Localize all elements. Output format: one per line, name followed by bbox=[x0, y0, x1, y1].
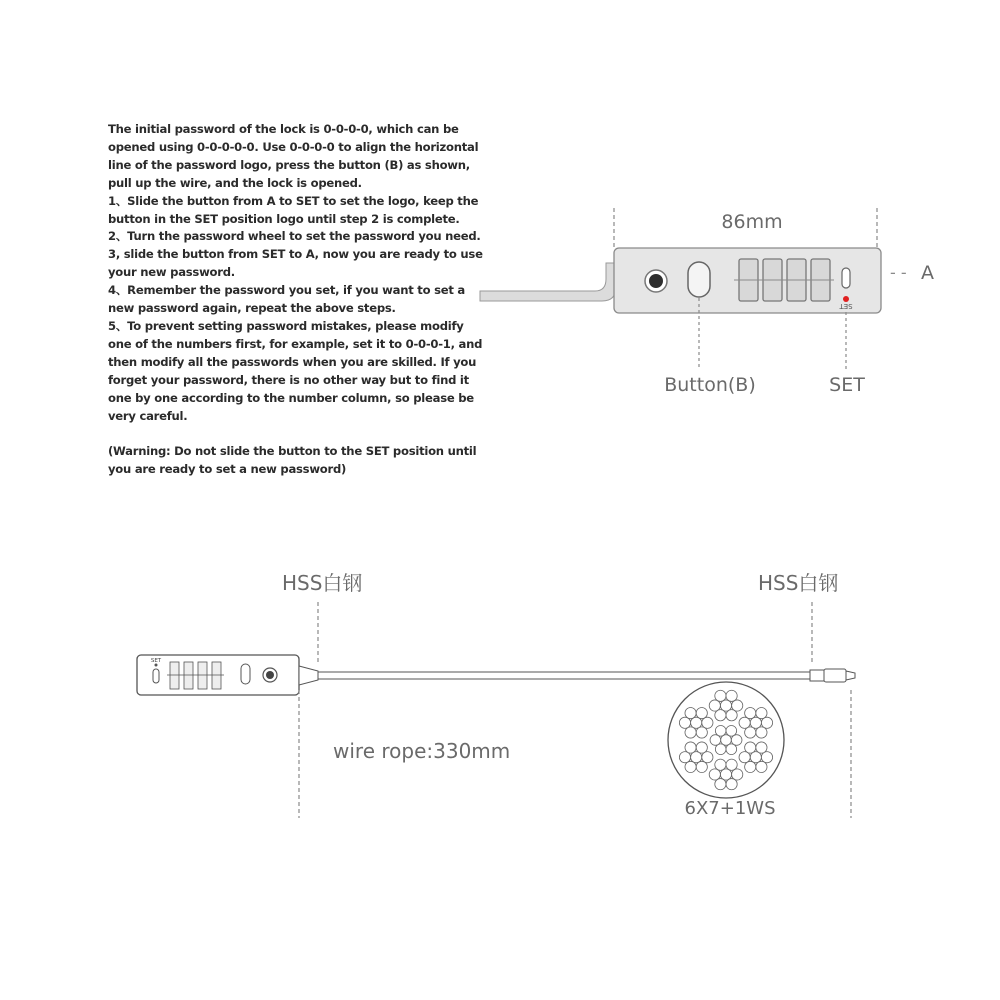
wire-strand-circle bbox=[679, 752, 690, 763]
wire-strand-circle bbox=[715, 759, 726, 770]
wire-strand-circle bbox=[732, 769, 743, 780]
width-label: 86mm bbox=[721, 211, 783, 233]
wire-strand-circle bbox=[756, 707, 767, 718]
wire-strand-circle bbox=[720, 700, 731, 711]
wire-length-label: wire rope:330mm bbox=[333, 739, 511, 763]
wire-strand-circle bbox=[756, 761, 767, 772]
instruction-line: you are ready to set a new password) bbox=[108, 462, 347, 477]
wire-strand-circle bbox=[739, 717, 750, 728]
small-button bbox=[241, 664, 250, 684]
wire-strand-circle bbox=[696, 707, 707, 718]
instruction-line: new password again, repeat the above steps. bbox=[108, 301, 396, 316]
top-cable bbox=[480, 263, 616, 301]
instruction-line: line of the password logo, press the button (B) as shown, bbox=[108, 157, 470, 172]
wire-strand-circle bbox=[726, 725, 737, 736]
instruction-line: button in the SET position logo until step 2 is complete. bbox=[108, 211, 460, 226]
label-set: SET bbox=[829, 374, 865, 396]
label-a: A bbox=[921, 262, 934, 284]
small-slider bbox=[153, 669, 159, 683]
wire-strand-circle bbox=[702, 717, 713, 728]
wire-strand-circle bbox=[685, 707, 696, 718]
wire-strand-circle bbox=[679, 717, 690, 728]
cross-section-label: 6X7+1WS bbox=[684, 798, 776, 819]
wire-strand-circle bbox=[685, 761, 696, 772]
wire-strand-circle bbox=[745, 742, 756, 753]
wire-strand-circle bbox=[726, 744, 737, 755]
left-ferrule bbox=[299, 666, 318, 685]
wire-strand-circle bbox=[726, 759, 737, 770]
wire-strand-circle bbox=[750, 752, 761, 763]
wire-strand-circle bbox=[726, 779, 737, 790]
right-end bbox=[846, 671, 855, 680]
wire-strand-circle bbox=[756, 727, 767, 738]
instruction-line: one of the numbers first, for example, set it to 0-0-0-1, and bbox=[108, 336, 483, 351]
wire-strand-circle bbox=[715, 690, 726, 701]
small-wheel bbox=[212, 662, 221, 689]
wire-strand-circle bbox=[715, 725, 726, 736]
small-wheel bbox=[170, 662, 179, 689]
wire-strand-circle bbox=[715, 710, 726, 721]
wire-strand-circle bbox=[761, 752, 772, 763]
instruction-line: 4、Remember the password you set, if you want to set a bbox=[108, 283, 465, 298]
wire-strand-circle bbox=[715, 779, 726, 790]
wire-strand-circle bbox=[685, 742, 696, 753]
instruction-line: then modify all the passwords when you are skilled. If you bbox=[108, 354, 477, 369]
top-lock-diagram bbox=[480, 208, 934, 396]
indicator-dot bbox=[843, 296, 849, 302]
wire-rope bbox=[318, 672, 810, 679]
instruction-line: 2、Turn the password wheel to set the password you need. bbox=[108, 229, 481, 244]
instruction-line: (Warning: Do not slide the button to the SET position until bbox=[108, 444, 477, 459]
instruction-line: The initial password of the lock is 0-0-0-0, which can be bbox=[108, 122, 459, 136]
label-hss-left: HSS白钢 bbox=[282, 571, 363, 595]
wire-strand-circle bbox=[761, 717, 772, 728]
instruction-line: 1、Slide the button from A to SET to set the logo, keep the bbox=[108, 193, 479, 208]
a-dash: - - bbox=[890, 263, 907, 282]
right-ferrule bbox=[810, 670, 824, 681]
wire-strand-circle bbox=[745, 761, 756, 772]
instruction-line: opened using 0-0-0-0-0. Use 0-0-0-0 to align the horizontal bbox=[108, 139, 479, 154]
wire-strand-circle bbox=[696, 761, 707, 772]
slider-set-text: SET bbox=[839, 302, 853, 310]
wire-strand-circle bbox=[702, 752, 713, 763]
label-hss-right: HSS白钢 bbox=[758, 571, 839, 595]
label-button-b: Button(B) bbox=[664, 374, 756, 396]
set-slider[interactable] bbox=[842, 268, 850, 288]
wire-strand-circle bbox=[685, 727, 696, 738]
small-indicator bbox=[155, 664, 158, 667]
wire-strand-circle bbox=[726, 710, 737, 721]
small-wheel bbox=[198, 662, 207, 689]
instruction-line: forget your password, there is no other way but to find it bbox=[108, 372, 469, 387]
wire-strand-circle bbox=[720, 769, 731, 780]
wire-strand-circle bbox=[709, 769, 720, 780]
keyhole-inner bbox=[649, 274, 663, 288]
wire-strand-circle bbox=[709, 700, 720, 711]
wire-strand-circle bbox=[691, 717, 702, 728]
right-tip bbox=[824, 669, 846, 682]
wire-strand-circle bbox=[750, 717, 761, 728]
instruction-line: your new password. bbox=[108, 265, 235, 280]
instruction-line: very careful. bbox=[108, 408, 188, 423]
button-b[interactable] bbox=[688, 262, 710, 297]
instruction-line: 3, slide the button from SET to A, now you are ready to use bbox=[108, 247, 483, 262]
wire-strand-circle bbox=[691, 752, 702, 763]
small-wheel bbox=[184, 662, 193, 689]
small-set-text: SET bbox=[150, 658, 162, 664]
instruction-line: 5、To prevent setting password mistakes, please modify bbox=[108, 318, 464, 333]
instruction-line: pull up the wire, and the lock is opened. bbox=[108, 175, 362, 190]
instruction-line: one by one according to the number column, so please be bbox=[108, 390, 474, 405]
small-keyhole-inner bbox=[266, 671, 274, 679]
wire-strand-circle bbox=[732, 700, 743, 711]
wire-strand-circle bbox=[696, 727, 707, 738]
wire-strand-circle bbox=[756, 742, 767, 753]
wire-strand-circle bbox=[726, 690, 737, 701]
wire-strand-circle bbox=[745, 727, 756, 738]
wire-cross-section bbox=[668, 682, 784, 798]
bottom-lock-diagram bbox=[137, 571, 855, 819]
wire-strand-circle bbox=[696, 742, 707, 753]
wire-strand-circle bbox=[745, 707, 756, 718]
wire-strand-circle bbox=[739, 752, 750, 763]
